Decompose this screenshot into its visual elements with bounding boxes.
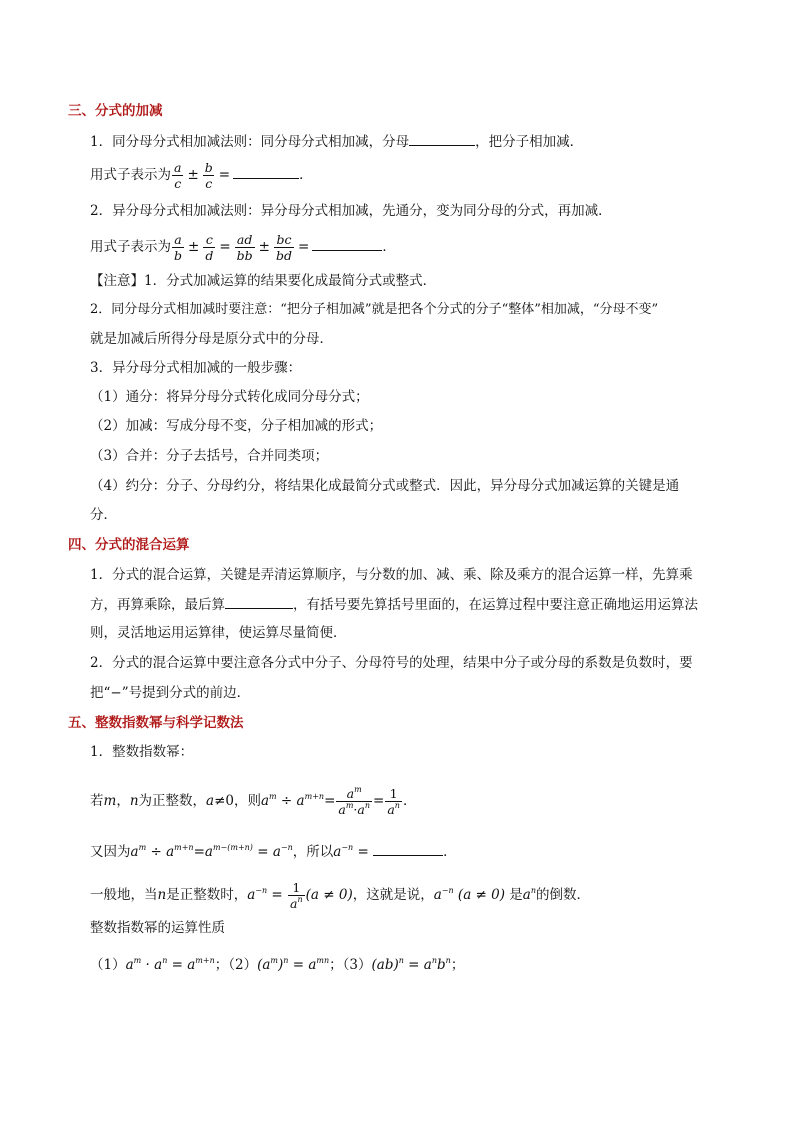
- fill-in-blank: [312, 236, 382, 251]
- mixed-ops-sign-line1: 2．分式的混合运算中要注意各分式中分子、分母符号的处理，结果中分子或分母的系数是负数时，要: [90, 655, 693, 671]
- step-1: （1）通分：将异分母分式转化成同分母分式；: [90, 389, 369, 405]
- step-4-line2: 分．: [90, 507, 117, 523]
- note-item-2-line1: 2．同分母分式相加减时要注意：“把分子相加减”就是把各个分式的分子“整体”相加减，“分母不变”: [90, 302, 659, 317]
- formula-negative-exponent-equals: 又因为$a^m \div a^{m+n}=a^{m-(m+n)} = a^{-n}$，所以$a^{-n}$ = ．: [90, 843, 457, 860]
- formula-reciprocal-statement: 一般地，当n是正整数时，$a^{-n}$ = $\frac{1}{a^n}$ (a ≠ 0)，这就是说，$a^{-n}$ (a ≠ 0) 是$a^n$的倒数．: [90, 880, 591, 911]
- step-3: （3）合并：分子去括号，合并同类项；: [90, 448, 329, 464]
- step-2: （2）加减：写成分母不变，分子相加减的形式；: [90, 418, 383, 434]
- mixed-ops-line3: 则，灵活地运用运算律，使运算尽量简便．: [90, 625, 347, 641]
- fill-in-blank: [225, 594, 293, 609]
- fill-in-blank: [373, 841, 443, 856]
- section-heading-mixed-operations: 四、分式的混合运算: [68, 537, 190, 553]
- fill-in-blank: [233, 164, 299, 179]
- formula-same-denominator: 用式子表示为 $\frac{a}{c}$ ± $\frac{b}{c}$ = ．: [90, 160, 313, 191]
- mixed-ops-line1: 1．分式的混合运算，关键是弄清运算顺序，与分数的加、减、乘、除及乘方的混合运算一样，先算乘: [90, 567, 693, 583]
- section-heading-integer-exponents: 五、整数指数幂与科学记数法: [68, 715, 244, 731]
- mixed-ops-sign-line2: 把“−”号提到分式的前边．: [90, 685, 251, 701]
- exponent-properties-list: $(1)a^m \cdot a^n = a^{m+n}$；$(2)(a^m)^n = a^{mn}$；$(3)(ab)^n = a^nb^n$；: [90, 956, 465, 973]
- paragraph-different-denominator-rule: 2．异分母分式相加减法则：异分母分式相加减，先通分，变为同分母的分式，再加减．: [90, 203, 612, 219]
- formula-negative-exponent-derivation: 若m，n为正整数，a≠0，则$a^m \div a^{m+n}=$ $\frac{a^m}{a^m\cdot a^n}$ = $\frac{1}{a^n}$ ．: [90, 785, 417, 817]
- step-4-line1: （4）约分：分子、分母约分，将结果化成最简分式或整式．因此，异分母分式加减运算的关键是通: [90, 478, 680, 494]
- formula-different-denominator: 用式子表示为 $\frac{a}{b}$ ± $\frac{c}{d}$ = $\frac{ad}{bb}$ ± $\frac{bc}{bd}$ = ．: [90, 232, 396, 263]
- note-line: 【注意】1．分式加减运算的结果要化成最简分式或整式．: [90, 273, 437, 289]
- integer-exponent-title: 1．整数指数幂：: [90, 744, 194, 760]
- exponent-properties-title: 整数指数幂的运算性质: [90, 920, 225, 936]
- paragraph-same-denominator-rule: 1．同分母分式相加减法则：同分母分式相加减，分母 ，把分子相加减．: [90, 131, 583, 152]
- fill-in-blank: [409, 131, 475, 146]
- mixed-ops-line2: 方，再算乘除，最后算 ，有括号要先算括号里面的，在运算过程中要注意正确地运用运算法: [90, 594, 698, 615]
- section-heading-fraction-addition: 三、分式的加减: [68, 103, 163, 119]
- note-item-2-line2: 就是加减后所得分母是原分式中的分母．: [90, 331, 333, 347]
- note-item-3: 3．异分母分式相加减的一般步骤：: [90, 360, 302, 376]
